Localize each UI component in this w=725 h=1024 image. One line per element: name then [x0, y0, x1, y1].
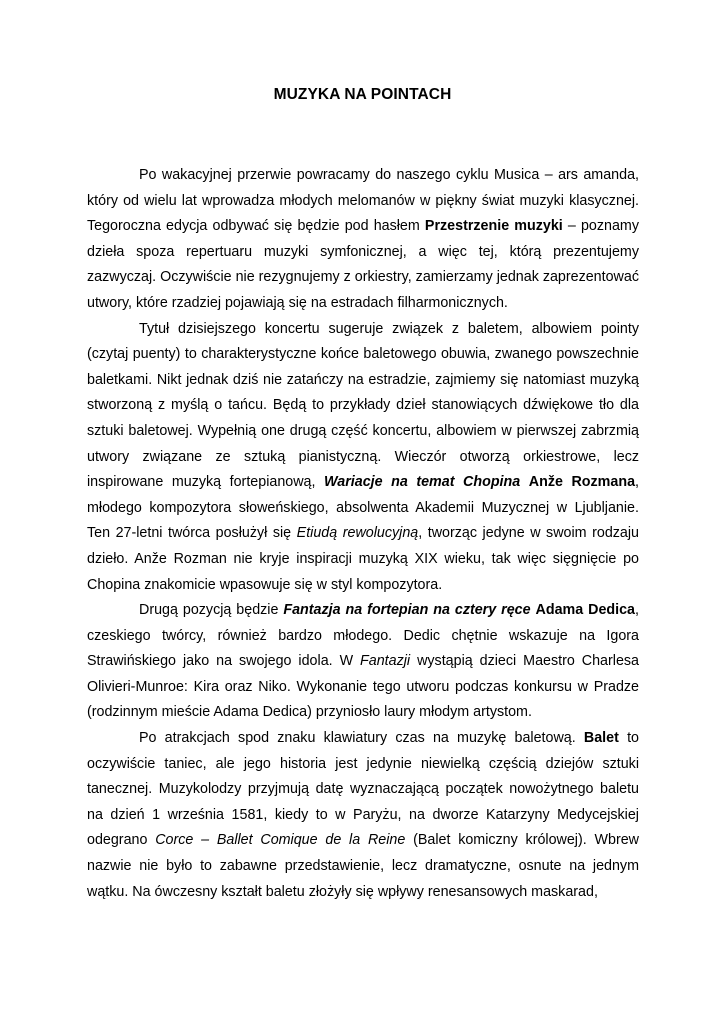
- document-body: [87, 163, 639, 905]
- text-run: – poznamy dzieła spoza repertuaru muzyki symfonicznej, a więc tej, którą prezentujemy zazwyczaj. Oczywiście nie rezygnujemy z orkiestry, zamierzamy jednak zaprezentować utwory, które rzadziej pojawiają się na estradach filharmonicznych.: [87, 218, 639, 311]
- text-run: wystąpią dzieci Maestro Charlesa Olivieri-Munroe: Kira oraz Niko. Wykonanie tego utworu podczas konkursu w Pradze (rodzinnym mieście Adama Dedica) przyniosło laury młodym artystom.: [87, 653, 639, 721]
- italic-text: Etiudą rewolucyjną: [296, 525, 419, 542]
- italic-text: Fantazji: [360, 653, 411, 670]
- text-run: Po atrakcjach spod znaku klawiatury czas na muzykę baletową.: [139, 730, 584, 747]
- paragraph: [87, 598, 639, 726]
- paragraph: [87, 163, 639, 317]
- paragraph: [87, 726, 639, 905]
- text-run: , tworząc jedyne w swoim rodzaju dzieło. Anže Rozman nie kryje inspiracji muzyką XIX wieku, tak więc sięgnięcie po Chopina znakomicie wpasowuje się w styl kompozytora.: [87, 525, 639, 593]
- text-run: [520, 474, 529, 490]
- text-run: (Balet komiczny królowej). Wbrew nazwie nie było to zabawne przedstawienie, lecz dramatyczne, osnute na jednym wątku. Na ówczesny kształt baletu złożyły się wpływy renesansowych maskarad,: [87, 832, 639, 900]
- bold-italic-text: Fantazja na fortepian na cztery ręce: [283, 602, 531, 619]
- bold-text: Przestrzenie muzyki: [424, 218, 563, 235]
- text-run: , czeskiego twórcy, również bardzo młodego. Dedic chętnie wskazuje na Igora Strawińskiego jako na swojego idola. W: [87, 602, 639, 670]
- bold-text: Anže Rozmana: [528, 474, 636, 491]
- text-run: Po wakacyjnej przerwie powracamy do naszego cyklu Musica – ars amanda, który od wielu lat wprowadza młodych melomanów w piękny świat muzyki klasycznej. Tegoroczna edycja odbywać się będzie pod hasłem: [87, 167, 639, 235]
- paragraph: [87, 317, 639, 599]
- text-run: Drugą pozycją będzie: [139, 602, 284, 619]
- bold-italic-text: Wariacje na temat Chopina: [324, 474, 521, 491]
- bold-text: Adama Dedica: [535, 602, 636, 619]
- text-run: , młodego kompozytora słoweńskiego, absolwenta Akademii Muzycznej w Ljubljanie. Ten 27-letni twórca posłużył się: [87, 474, 640, 542]
- document-title: MUZYKA NA POINTACH: [273, 86, 452, 103]
- bold-text: Balet: [583, 730, 619, 747]
- text-run: to oczywiście taniec, ale jego historia jest jedynie niewielką częścią dziejów sztuki tanecznej. Muzykolodzy przyjmują datę wyznaczającą początek nowożytnego baletu na dzień 1 września 1581, kiedy to w Paryżu, na dworze Katarzyny Medycejskiej odegrano: [87, 730, 639, 849]
- italic-text: Corce – Ballet Comique de la Reine: [155, 832, 406, 849]
- text-run: Tytuł dzisiejszego koncertu sugeruje związek z baletem, albowiem pointy (czytaj puenty) to charakterystyczne końce baletowego obuwia, zwanego powszechnie baletkami. Nikt jednak dziś nie zatańczy na estradzie, zajmiemy się natomiast muzyką stworzoną z myślą o tańcu. Będą to przykłady dzieł stanowiących dźwiękowe tło dla sztuki baletowej. Wypełnią one drugą część koncertu, albowiem w pierwszej zabrzmią utwory związane ze sztuką pianistyczną. Wieczór otworzą orkiestrowe, lecz inspirowane muzyką fortepianową,: [87, 320, 639, 491]
